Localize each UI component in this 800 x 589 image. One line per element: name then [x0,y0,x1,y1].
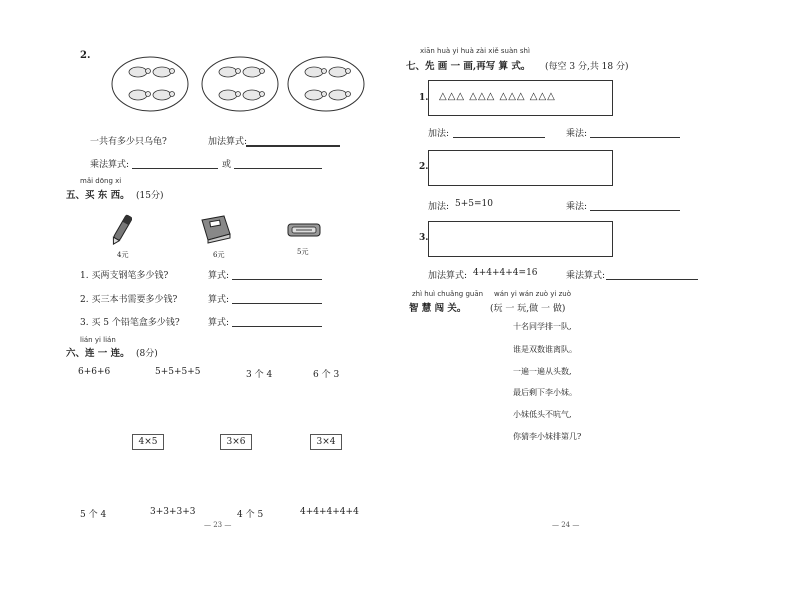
block3-add-label: 加法算式: [428,271,468,281]
wisdom-pinyin-1: zhì huì chuǎng guān [412,290,484,298]
question-3: 3. 买 5 个铅笔盒多少钱? [80,318,180,328]
multiplication-answer-line-2[interactable] [234,168,322,169]
block1-number: 1. [419,93,429,103]
poem-line-5: 小妹低头不吭气, [513,410,572,419]
block1-add-line[interactable] [453,137,545,138]
middle-box-3[interactable]: 3×4 [310,434,342,450]
question-1-label: 算式: [208,271,230,281]
bottom-expression-1[interactable]: 5 个 4 [80,510,107,520]
section5-score: (15分) [136,191,164,201]
top-expression-2[interactable]: 5+5+5+5 [155,367,201,377]
question-3-label: 算式: [208,318,230,328]
middle-box-2[interactable]: 3×6 [220,434,252,450]
bottom-expression-3[interactable]: 4 个 5 [237,510,264,520]
pen-price: 4元 [117,251,129,259]
turtle-groups-illustration [108,56,378,116]
section5-title: 五、买 东 西。 [66,190,130,201]
question-2: 2. 买三本书需要多少钱? [80,295,178,305]
pencil-case-price: 5元 [297,248,309,256]
block2-add-label: 加法: [428,202,450,212]
block1-mul-label: 乘法: [566,129,588,139]
book-icon [198,212,234,244]
poem-line-3: 一遍一遍从头数, [513,367,572,376]
bottom-expression-4[interactable]: 4+4+4+4+4 [300,507,359,517]
block2-add-value: 5+5=10 [455,199,493,209]
addition-label: 加法算式: [208,137,248,147]
multiplication-answer-line-1[interactable] [132,168,218,169]
poem-line-4: 最后剩下李小妹。 [513,388,577,397]
wisdom-subtitle: (玩 一 玩,做 一 做) [490,304,566,314]
block3-mul-line[interactable] [606,279,698,280]
block3-number: 3. [419,233,429,243]
turtle-group-3 [288,57,364,111]
total-turtles-question: 一共有多少只乌龟? [90,137,167,147]
poem-line-1: 十名同学排一队, [513,322,572,331]
book-price: 6元 [213,251,225,259]
triangles-content: △△△ △△△ △△△ △△△ [439,91,556,102]
top-expression-3[interactable]: 3 个 4 [246,370,273,380]
section6-score: (8分) [136,349,158,359]
page-number-left: — 23 — [204,521,232,529]
or-label: 或 [222,160,232,170]
poem-line-6: 你猜李小妹排第几? [513,432,582,441]
question-2-label: 算式: [208,295,230,305]
question-3-answer-line[interactable] [232,326,322,327]
question-1-answer-line[interactable] [232,279,322,280]
turtle-group-1 [112,57,188,111]
block3-drawing-box[interactable] [428,221,613,257]
poem-line-2: 谁是双数谁离队。 [513,345,577,354]
block2-drawing-box[interactable] [428,150,613,186]
block2-mul-line[interactable] [590,210,680,211]
wisdom-pinyin-2: wán yi wán zuò yi zuò [494,290,571,298]
block1-drawing-box[interactable] [428,80,613,116]
pen-icon [110,212,132,248]
top-expression-4[interactable]: 6 个 3 [313,370,340,380]
addition-answer-line[interactable] [246,145,340,147]
block3-mul-label: 乘法算式: [566,271,606,281]
pencil-case-icon [286,220,322,240]
page-number-right: — 24 — [552,521,580,529]
section6-pinyin: lián yi lián [80,336,116,344]
section5-pinyin: mǎi dōng xi [80,177,122,185]
block1-add-label: 加法: [428,129,450,139]
section7-pinyin: xiān huà yi huà zài xiě suàn shì [420,47,530,55]
middle-box-1[interactable]: 4×5 [132,434,164,450]
block2-number: 2. [419,162,429,172]
section7-title: 七、先 画 一 画,再写 算 式。 [406,61,531,72]
top-expression-1[interactable]: 6+6+6 [78,367,111,377]
multiplication-label: 乘法算式: [90,160,130,170]
section6-title: 六、连 一 连。 [66,348,130,359]
block2-mul-label: 乘法: [566,202,588,212]
turtle-group-2 [202,57,278,111]
block3-add-value: 4+4+4+4=16 [473,268,538,278]
bottom-expression-2[interactable]: 3+3+3+3 [150,507,196,517]
question-2-answer-line[interactable] [232,303,322,304]
question-number: 2. [80,50,91,61]
section7-score: (每空 3 分,共 18 分) [545,62,629,72]
block1-mul-line[interactable] [590,137,680,138]
wisdom-title: 智 慧 闯 关。 [409,303,467,314]
question-1: 1. 买两支钢笔多少钱? [80,271,169,281]
